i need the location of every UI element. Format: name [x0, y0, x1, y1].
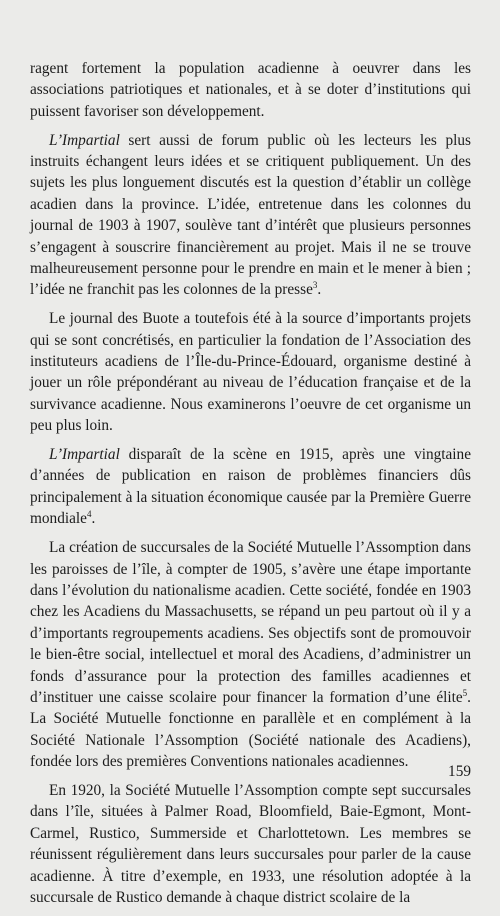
- paragraph: [30, 444, 471, 530]
- paragraph: [30, 58, 471, 122]
- footnote-reference: 3: [312, 280, 318, 291]
- paragraph: [30, 780, 471, 908]
- text-run: sert aussi de forum public où les lecteurs les plus instruits échangent leurs idées et se critiquent publiquement. Un des sujets les plus longuement discutés est la question d’établir un collège acadien dans la province. L’idée, entretenue dans les colonnes du journal de 1903 à 1907, soulève tant d’intérêt que plusieurs personnes s’engagent à souscrire financièrement au projet. Mais il ne se trouve malheureusement personne pour le prendre en main et le mener à bien ; l’idée ne franchit pas les colonnes de la presse: [30, 131, 471, 299]
- italic-title: L’Impartial: [49, 446, 120, 464]
- italic-title: L’Impartial: [49, 131, 120, 149]
- text-run: disparaît de la scène en 1915, après une vingtaine d’années de publication en raison de problèmes financiers dûs principalement à la situation économique causée par la Première Guerre mondiale: [30, 446, 471, 528]
- text-run: En 1920, la Société Mutuelle l’Assomption compte sept succursales dans l’île, situées à Palmer Road, Bloomfield, Baie-Egmont, Mont-Carmel, Rustico, Summerside et Charlottetown. Les membres se réunissent régulièrement dans leurs succursales pour parler de la cause acadienne. À titre d’exemple, en 1933, une résolution adoptée à la succursale de Rustico demande à chaque district scolaire de la: [30, 781, 471, 906]
- footnote-reference: 4: [86, 509, 92, 520]
- body-text: [30, 58, 471, 916]
- text-run: La création de succursales de la Société Mutuelle l’Assomption dans les paroisses de l’île, à compter de 1905, s’avère une étape importante dans l’évolution du nationalisme acadien. Cette société, fondée en 1903 chez les Acadiens du Massachusetts, se répand un peu partout où il y a d’importants regroupements acadiens. Ses objectifs sont de promouvoir le bien-être social, intellectuel et moral des Acadiens, d’administrer un fonds d’assurance pour la protection des familles acadiennes et d’instituer une caisse scolaire pour financer la formation d’une élite: [30, 539, 471, 706]
- paragraph: [30, 130, 471, 301]
- text-run: .: [317, 281, 322, 299]
- text-run: Le journal des Buote a toutefois été à la source d’importants projets qui se sont concrétisés, en particulier la fondation de l’Association des instituteurs acadiens de l’Île-du-Prince-Édouard, organisme destiné à jouer un rôle prépondérant au niveau de l’éducation française et de la survivance acadienne. Nous examinerons l’oeuvre de cet organisme un peu plus loin.: [30, 310, 471, 435]
- text-run: ragent fortement la population acadienne à oeuvrer dans les associations patriotiques et nationales, et à se doter d’institutions qui puissent favoriser son développement.: [30, 60, 471, 120]
- text-run: .: [91, 510, 96, 528]
- paragraph: [30, 308, 471, 436]
- text-run: . La Société Mutuelle fonctionne en parallèle et en complément à la Société Nationale l’Assomption (Société nationale des Acadiens), fondée lors des premières Conventions nationales acadiennes.: [30, 688, 471, 771]
- footnote-reference: 5: [462, 687, 468, 698]
- page-number: 159: [448, 763, 471, 780]
- paragraph: [30, 537, 471, 772]
